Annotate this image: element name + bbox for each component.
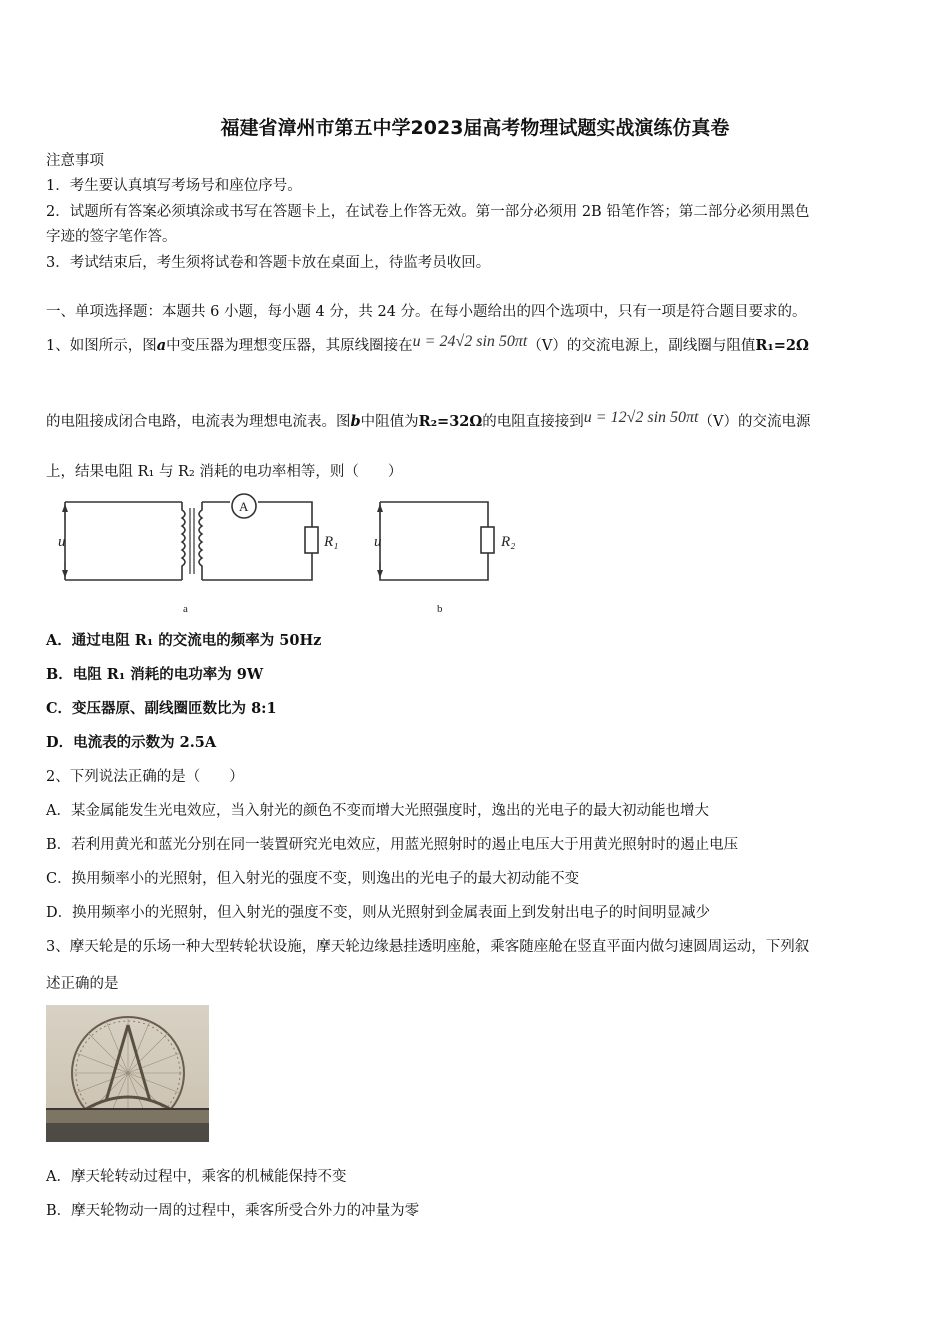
circuit-diagram	[40, 490, 540, 618]
q2-option-c: C．换用频率小的光照射，但入射光的强度不变，则逸出的光电子的最大初动能不变	[46, 871, 580, 887]
notice-item-2-cont: 字迹的签字笔作答。	[46, 229, 177, 245]
r1-label: R₁	[324, 534, 339, 550]
q1-line-1	[46, 333, 906, 356]
q2-option-b: B．若利用黄光和蓝光分别在同一装置研究光电效应，用蓝光照射时的遏止电压大于用黄光照射时的遏止电压	[46, 837, 739, 853]
caption-a: a	[183, 603, 188, 615]
q2-stem: 2、下列说法正确的是（ ）	[46, 769, 244, 785]
q1-text: 的电阻接成闭合电路，电流表为理想电流表。图	[46, 414, 351, 430]
voltage-formula-2: u = 12√2 sin 50πt	[583, 409, 699, 426]
q1-line-2	[46, 409, 906, 432]
q1-text: 1、如图所示，图	[46, 338, 157, 354]
u-label-a: u	[58, 534, 66, 550]
page-title: 福建省漳州市第五中学2023届高考物理试题实战演练仿真卷	[220, 117, 730, 139]
q1-option-d: D．电流表的示数为 2.5A	[46, 734, 217, 751]
r2-label: R₂	[501, 534, 516, 550]
u-label-b: u	[374, 534, 382, 550]
notice-item-1: 1．考生要认真填写考场号和座位序号。	[46, 178, 302, 194]
q2-option-d: D．换用频率小的光照射，但入射光的强度不变，则从光照射到金属表面上到发射出电子的时间明显减少	[46, 905, 711, 921]
notice-heading: 注意事项	[46, 153, 104, 169]
voltage-formula-1: u = 24√2 sin 50πt	[412, 333, 528, 350]
q3-line-1: 3、摩天轮是的乐场一种大型转轮状设施，摩天轮边缘悬挂透明座舱，乘客随座舱在竖直平面内做匀速圆周运动，下列叙	[46, 939, 810, 955]
q1-option-c: C．变压器原、副线圈匝数比为 8:1	[46, 700, 277, 717]
q1-option-a: A．通过电阻 R₁ 的交流电的频率为 50Hz	[46, 632, 322, 649]
fig-ref-a: a	[156, 337, 167, 354]
q1-text: （V）的交流电源	[698, 414, 811, 430]
r2-value: R₂=32Ω	[418, 413, 483, 430]
fig-ref-b: b	[350, 413, 361, 430]
ferris-wheel-image	[46, 1005, 209, 1142]
q1-text: （V）的交流电源上，副线圈与阻值	[527, 338, 756, 354]
r1-value: R₁=2Ω	[755, 337, 809, 354]
q1-line-3: 上，结果电阻 R₁ 与 R₂ 消耗的电功率相等，则（ ）	[46, 464, 403, 480]
notice-item-3: 3．考试结束后，考生须将试卷和答题卡放在桌面上，待监考员收回。	[46, 255, 491, 271]
q2-option-a: A．某金属能发生光电效应，当入射光的颜色不变而增大光照强度时，逸出的光电子的最大初动能也增大	[46, 803, 709, 819]
q1-text: 中阻值为	[360, 414, 419, 430]
q1-text: 的电阻直接接到	[482, 414, 584, 430]
q3-line-2: 述正确的是	[46, 976, 119, 992]
notice-item-2: 2．试题所有答案必须填涂或书写在答题卡上，在试卷上作答无效。第一部分必须用 2B 铅笔作答；第二部分必须用黑色	[46, 204, 810, 220]
q1-option-b: B．电阻 R₁ 消耗的电功率为 9W	[46, 666, 264, 683]
q3-option-b: B．摩天轮物动一周的过程中，乘客所受合外力的冲量为零	[46, 1203, 420, 1219]
q3-option-a: A．摩天轮转动过程中，乘客的机械能保持不变	[46, 1169, 347, 1185]
section-heading: 一、单项选择题：本题共 6 小题，每小题 4 分，共 24 分。在每小题给出的四个选项中，只有一项是符合题目要求的。	[46, 304, 807, 320]
q1-text: 中变压器为理想变压器，其原线圈接在	[166, 338, 413, 354]
ammeter-icon: A	[239, 499, 249, 514]
caption-b: b	[437, 603, 443, 615]
